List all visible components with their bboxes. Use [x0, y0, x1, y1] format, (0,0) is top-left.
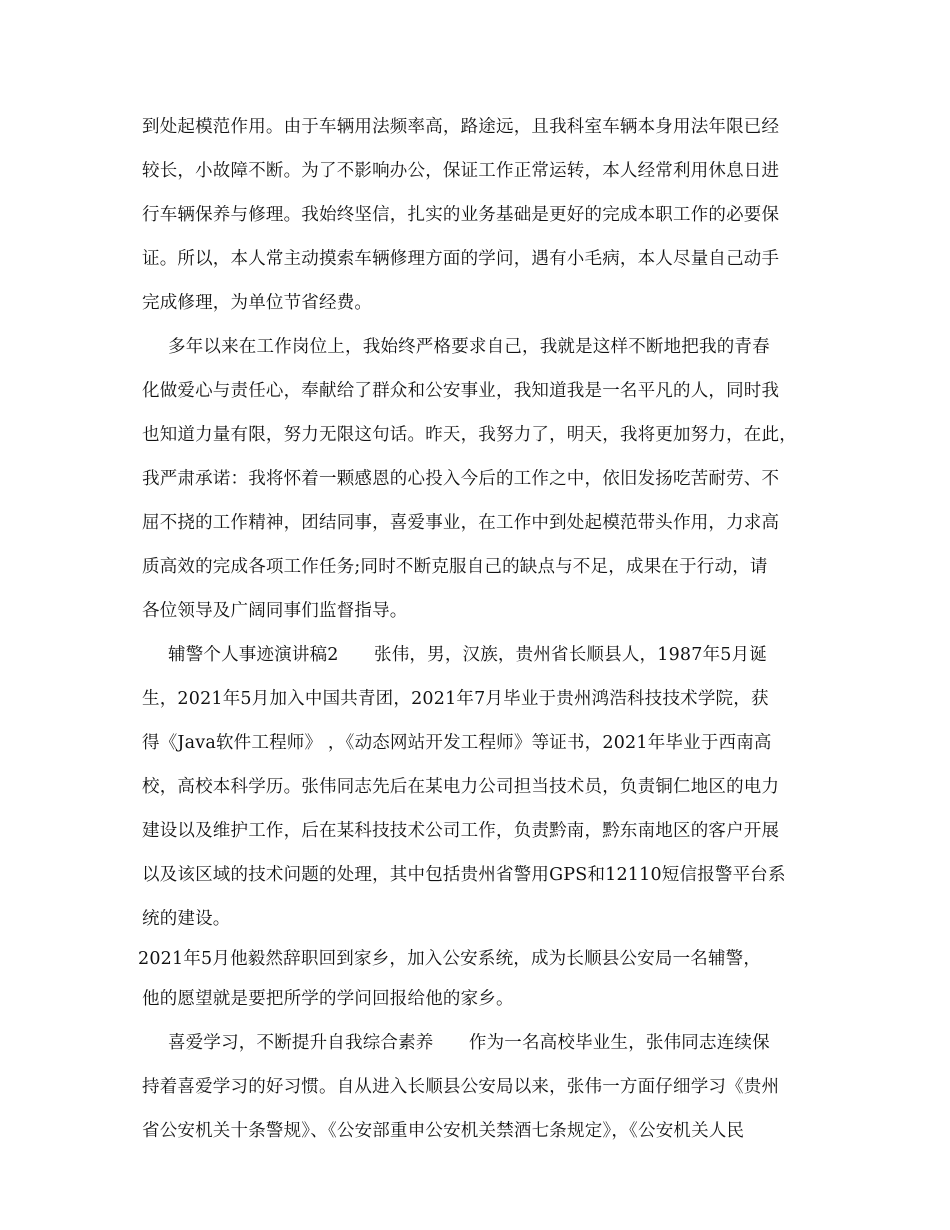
text-line: 行车辆保养与修理。我始终坚信，扎实的业务基础是更好的完成本职工作的必要保	[142, 205, 780, 225]
text-line: 持着喜爱学习的好习惯。自从进入长顺县公安局以来，张伟一方面仔细学习《贵州	[142, 1077, 780, 1097]
text-line: 建设以及维护工作，后在某科技技术公司工作，负责黔南，黔东南地区的客户开展	[142, 821, 780, 841]
text-line: 省公安机关十条警规》、《公安部重申公安机关禁酒七条规定》，《公安机关人民	[142, 1121, 745, 1141]
text-line: 屈不挠的工作精神，团结同事，喜爱事业，在工作中到处起模范带头作用，力求高	[142, 513, 780, 533]
paragraph-start-line: 多年以来在工作岗位上，我始终严格要求自己，我就是这样不断地把我的青春	[168, 337, 770, 357]
text-line: 也知道力量有限，努力无限这句话。昨天，我努力了，明天，我将更加努力，在此，	[142, 425, 797, 445]
text-line: 统的建设。	[142, 909, 231, 929]
text-line: 得《Java软件工程师》 ，《动态网站开发工程师》等证书，2021年毕业于西南高	[142, 733, 772, 753]
text-line: 质高效的完成各项工作任务;同时不断克服自己的缺点与不足，成果在于行动，请	[142, 557, 768, 577]
text-line: 完成修理，为单位节省经费。	[142, 293, 373, 313]
text-line: 他的愿望就是要把所学的学问回报给他的家乡。	[142, 989, 514, 1009]
text-line: 到处起模范作用。由于车辆用法频率高，路途远，且我科室车辆本身用法年限已经	[142, 117, 780, 137]
text-line: 较长，小故障不断。为了不影响办公，保证工作正常运转，本人经常利用休息日进	[142, 161, 780, 181]
paragraph-start-line: 辅警个人事迹演讲稿2 张伟，男，汉族，贵州省长顺县人，1987年5月诞	[168, 645, 768, 665]
text-line: 化做爱心与责任心，奉献给了群众和公安事业，我知道我是一名平凡的人，同时我	[142, 381, 780, 401]
text-line: 生，2021年5月加入中国共青团，2021年7月毕业于贵州鸿浩科技技术学院，获	[142, 689, 769, 709]
text-line: 我严肃承诺：我将怀着一颗感恩的心投入今后的工作之中，依旧发扬吃苦耐劳、不	[142, 469, 780, 489]
paragraph-start-line: 喜爱学习，不断提升自我综合素养 作为一名高校毕业生，张伟同志连续保	[168, 1033, 770, 1053]
text-line: 以及该区域的技术问题的处理，其中包括贵州省警用GPS和12110短信报警平台系	[142, 865, 786, 885]
text-line: 校，高校本科学历。张伟同志先后在某电力公司担当技术员，负责铜仁地区的电力	[142, 777, 780, 797]
text-line: 证。所以，本人常主动摸索车辆修理方面的学问，遇有小毛病，本人尽量自己动手	[142, 249, 780, 269]
text-line: 各位领导及广阔同事们监督指导。	[142, 601, 408, 621]
text-line: 2021年5月他毅然辞职回到家乡，加入公安系统，成为长顺县公安局一名辅警，	[138, 949, 762, 969]
